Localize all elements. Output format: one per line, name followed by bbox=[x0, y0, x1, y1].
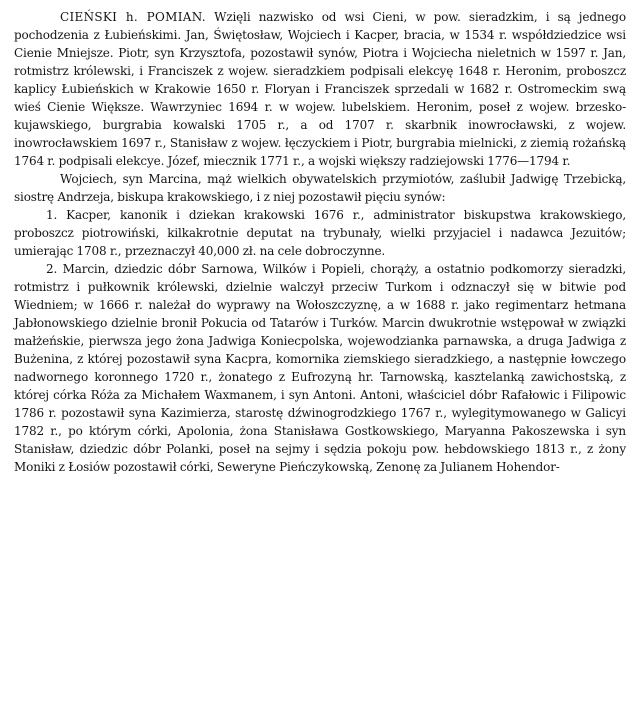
paragraph-family-origin bbox=[14, 8, 626, 170]
paragraph-son-marcin: 2. Marcin, dziedzic dóbr Sarnowa, Wilków i Popieli, chorąży, a ostatnio podkomorzy sieradzki, rotmistrz i pułkownik królewski, dzielnie walczył przeciw Turkom i odznaczył się w bitwie pod Wiedniem; w 1666 r. należał do wyprawy na Wołoszczyznę, a w 1688 r. jako regimentarz hetmana Jabłonowskiego dzielnie bronił Pokucia od Tatarów i Turków. Marcin dwukrotnie wstępował w związki małżeńskie, pierwsza jego żona Jadwiga Koniecpolska, wojewodzianka parnawska, a druga Jadwiga z Bużenina, z której pozostawił syna Kacpra, komornika ziemskiego sieradzkiego, a następnie łowczego nadwornego koronnego 1720 r., żonatego z Eufrozyną hr. Tarnowską, kasztelanką zawichostską, z której córka Róża za Michałem Waxmanem, i syn Antoni. Antoni, właściciel dóbr Rafałowic i Filipowic 1786 r. pozostawił syna Kazimierza, starostę dźwinogrodzkiego 1767 r., wylegitymowanego w Galicyi 1782 r., po którym córki, Apolonia, żona Stanisława Gostkowskiego, Maryanna Pakoszewska i syn Stanisław, dziedzic dóbr Polanki, poseł na sejmy i sędzia pokoju pow. hebdowskiego 1813 r., z żony Moniki z Łosiów pozostawił córki, Seweryne Pieńczykowską, Zenonę za Julianem Hohendor- bbox=[14, 262, 626, 474]
paragraph-son-kacper: 1. Kacper, kanonik i dziekan krakowski 1676 r., administrator biskupstwa krakowskiego, proboszcz piotrowiński, kilkakrotnie deputat na trybunały, wielki przyjaciel i nadawca Jezuitów; umierając 1708 r., przeznaczył 40,000 zł. na cele dobroczynne. bbox=[14, 208, 626, 258]
paragraph-family-origin-text: Wzięli nazwisko od wsi Cieni, w pow. sieradzkim, i są jednego pochodzenia z Łubieńskimi. Jan, Świętosław, Wojciech i Kacper, bracia, w 1534 r. współdziedzice wsi Cienie Mniejsze. Piotr, syn Krzysztofa, pozostawił synów, Piotra i Wojciecha nieletnich w 1597 r. Jan, rotmistrz królewski, i Franciszek z wojew. sieradzkiem podpisali elekcyę 1648 r. Heronim, proboszcz kaplicy Łubieńskich w Krakowie 1650 r. Floryan i Franciszek sprzedali w 1682 r. Ostromeckim swą wieś Cienie Większe. Wawrzyniec 1694 r. w wojew. lubelskiem. Heronim, poseł z wojew. brzesko-kujawskiego, burgrabia kowalski 1705 r., a od 1707 r. skarbnik inowrocławski, z wojew. inowrocławskiem 1697 r., Stanisław z wojew. łęczyckiem i Piotr, burgrabia mielnicki, z ziemią rożańską 1764 r. podpisali elekcye. Józef, miecznik 1771 r., a wojski większy radziejowski 1776—1794 r. bbox=[14, 10, 627, 168]
paragraph-wojciech: Wojciech, syn Marcina, mąż wielkich obywatelskich przymiotów, zaślubił Jadwigę Trzebicką, siostrę Andrzeja, biskupa krakowskiego, i z niej pozostawił pięciu synów: bbox=[14, 172, 626, 204]
entry-heading: CIEŃSKI h. POMIAN. bbox=[60, 10, 206, 24]
